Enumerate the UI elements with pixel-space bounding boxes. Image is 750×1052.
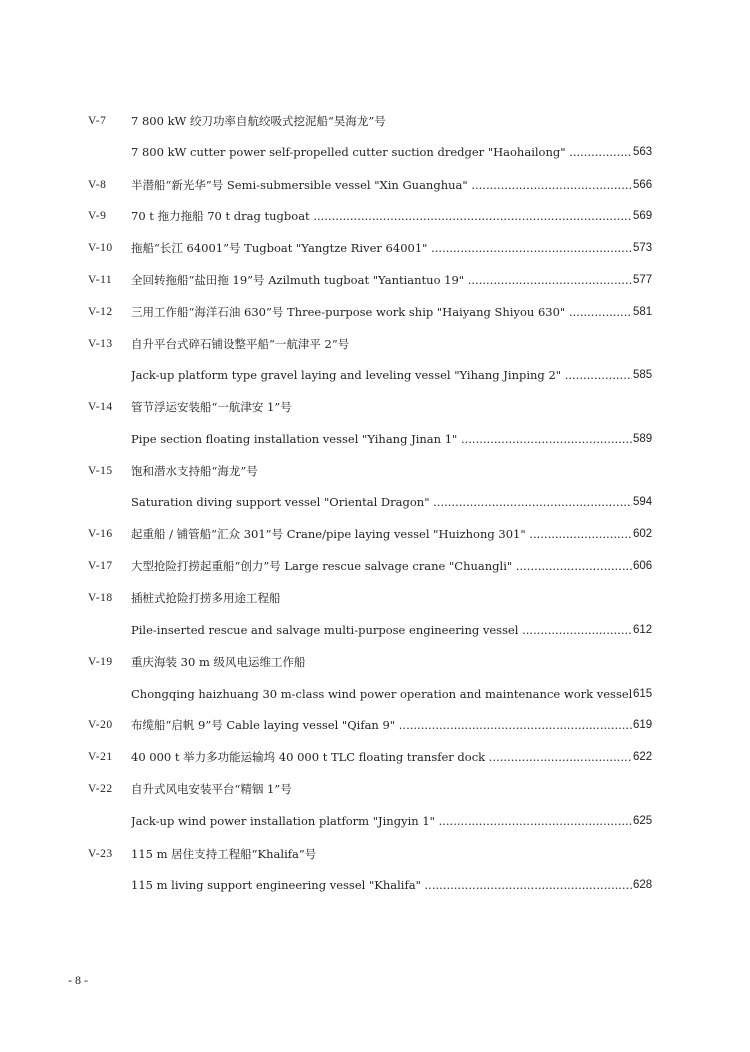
- toc-entry-number: V-20: [88, 719, 113, 731]
- toc-entry[interactable]: [0, 555, 750, 577]
- toc-entry[interactable]: [0, 746, 750, 768]
- toc-entry-page: 622: [633, 751, 653, 763]
- toc-entry-title: 115 m living support engineering vessel "Khalifa" .....: [131, 874, 632, 896]
- toc-entry-number: V-14: [88, 401, 113, 413]
- toc-entry-page: 625: [633, 815, 653, 827]
- toc-entry-number: V-7: [88, 115, 107, 127]
- toc-entry[interactable]: [0, 651, 750, 673]
- toc-entry-title: Chongqing haizhuang 30 m-class wind power operation and maintenance work vessel .....: [131, 683, 632, 705]
- toc-entry[interactable]: [0, 269, 750, 291]
- toc-entry-number: V-16: [88, 528, 113, 540]
- toc-entry-title: Saturation diving support vessel "Oriental Dragon" .....: [131, 491, 632, 513]
- toc-entry[interactable]: [0, 110, 750, 132]
- toc-entry-title: 三用工作船“海洋石油 630”号 Three-purpose work ship "Haiyang Shiyou 630" .....: [131, 301, 632, 323]
- toc-entry-number: V-19: [88, 656, 113, 668]
- toc-entry-number: V-11: [88, 274, 113, 286]
- toc-entry-number: V-9: [88, 210, 107, 222]
- toc-entry-title: 7 800 kW cutter power self-propelled cutter suction dredger "Haohailong" .....: [131, 141, 632, 163]
- toc-entry-title: 插桩式抢险打捞多用途工程船: [131, 591, 281, 605]
- toc-entry-title: 40 000 t 举力多功能运输坞 40 000 t TLC floating transfer dock .....: [131, 746, 632, 768]
- toc-entry-title: 自升平台式碎石铺设整平船“一航津平 2”号: [131, 337, 350, 351]
- toc-entry-number: V-18: [88, 592, 113, 604]
- toc-entry[interactable]: [0, 364, 750, 386]
- toc-entry[interactable]: [0, 683, 750, 705]
- toc-entry-page: 577: [633, 274, 653, 286]
- toc-entry-title: Pile-inserted rescue and salvage multi-purpose engineering vessel .....: [131, 619, 632, 641]
- page-number: - 8 -: [68, 973, 88, 987]
- toc-entry-number: V-22: [88, 783, 113, 795]
- toc-entry-page: 581: [633, 306, 653, 318]
- toc-entry-page: 563: [633, 146, 653, 158]
- toc-entry[interactable]: [0, 587, 750, 609]
- toc-entry-page: 615: [633, 688, 653, 700]
- toc-entry-title: 饱和潜水支持船“海龙”号: [131, 464, 258, 478]
- toc-entry[interactable]: [0, 141, 750, 163]
- toc-entry[interactable]: [0, 714, 750, 736]
- toc-entry-number: V-15: [88, 465, 113, 477]
- toc-entry-title: Pipe section floating installation vessel "Yihang Jinan 1" .....: [131, 428, 632, 450]
- toc-entry-title: 70 t 拖力拖船 70 t drag tugboat .....: [131, 205, 632, 227]
- toc-entry[interactable]: [0, 491, 750, 513]
- toc-entry-title: 重庆海装 30 m 级风电运维工作船: [131, 655, 306, 669]
- toc-entry[interactable]: [0, 396, 750, 418]
- toc-entry-page: 569: [633, 210, 653, 222]
- toc-entry-title: 管节浮运安装船“一航津安 1”号: [131, 400, 292, 414]
- toc-entry[interactable]: [0, 301, 750, 323]
- toc-entry[interactable]: [0, 523, 750, 545]
- toc-entry-page: 589: [633, 433, 653, 445]
- toc-entry[interactable]: [0, 174, 750, 196]
- toc-entry-page: 594: [633, 496, 653, 508]
- toc-entry[interactable]: [0, 428, 750, 450]
- toc-entry[interactable]: [0, 810, 750, 832]
- toc-entry[interactable]: [0, 333, 750, 355]
- toc-entry-number: V-23: [88, 848, 113, 860]
- toc-entry-title: 全回转拖船“盐田拖 19”号 Azilmuth tugboat "Yantiantuo 19" .....: [131, 269, 632, 291]
- toc-entry[interactable]: [0, 778, 750, 800]
- toc-entry[interactable]: [0, 843, 750, 865]
- toc-entry-page: 573: [633, 242, 653, 254]
- toc-entry-title: 拖船“长江 64001”号 Tugboat "Yangtze River 64001" .....: [131, 237, 632, 259]
- toc-entry[interactable]: [0, 619, 750, 641]
- toc-entry-title: 布缆船“启帆 9”号 Cable laying vessel "Qifan 9" .....: [131, 714, 632, 736]
- toc-entry-title: 半潜船“新光华”号 Semi-submersible vessel "Xin Guanghua" .....: [131, 174, 632, 196]
- toc-entry[interactable]: [0, 460, 750, 482]
- toc-entry-title: 大型抢险打捞起重船“创力”号 Large rescue salvage crane "Chuangli" .....: [131, 555, 632, 577]
- toc-entry-page: 619: [633, 719, 653, 731]
- toc-entry[interactable]: [0, 874, 750, 896]
- toc-entry-page: 606: [633, 560, 653, 572]
- toc-entry-page: 602: [633, 528, 653, 540]
- toc-entry-title: Jack-up platform type gravel laying and leveling vessel "Yihang Jinping 2" .....: [131, 364, 632, 386]
- toc-entry-page: 612: [633, 624, 653, 636]
- toc-entry-title: 起重船 / 铺管船“汇众 301”号 Crane/pipe laying vessel "Huizhong 301" .....: [131, 523, 632, 545]
- toc-entry-number: V-21: [88, 751, 113, 763]
- toc-entry-title: 7 800 kW 绞刀功率自航绞吸式挖泥船“昊海龙”号: [131, 114, 386, 128]
- toc-entry-page: 566: [633, 179, 653, 191]
- toc-entry-title: 115 m 居住支持工程船“Khalifa”号: [131, 847, 317, 861]
- toc-entry[interactable]: [0, 205, 750, 227]
- toc-entry-title: 自升式风电安装平台“精铟 1”号: [131, 782, 292, 796]
- toc-entry-number: V-12: [88, 306, 113, 318]
- toc-entry-number: V-8: [88, 179, 107, 191]
- toc-entry-title: Jack-up wind power installation platform "Jingyin 1" .....: [131, 810, 632, 832]
- toc-entry-number: V-10: [88, 242, 113, 254]
- toc-entry-page: 628: [633, 879, 653, 891]
- toc-entry-number: V-17: [88, 560, 113, 572]
- toc-entry[interactable]: [0, 237, 750, 259]
- toc-entry-page: 585: [633, 369, 653, 381]
- toc-entry-number: V-13: [88, 338, 113, 350]
